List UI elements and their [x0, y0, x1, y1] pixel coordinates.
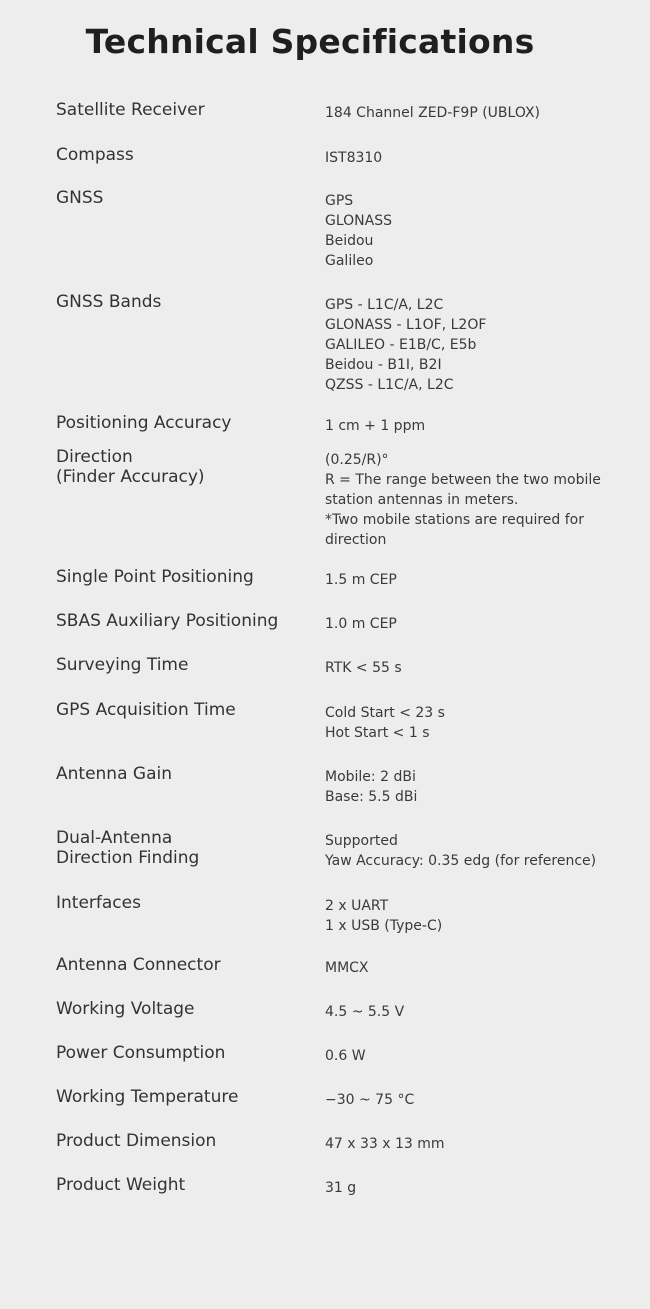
spec-label: Compass	[56, 145, 134, 165]
spec-value-line: IST8310	[325, 150, 383, 166]
spec-value-line: GPS	[325, 193, 354, 209]
spec-value-line: R = The range between the two mobile station antennas in meters.	[325, 472, 601, 508]
spec-value	[325, 295, 635, 395]
spec-label: SBAS Auxiliary Positioning	[56, 611, 279, 631]
spec-value-line: Hot Start < 1 s	[325, 725, 430, 741]
spec-value	[325, 191, 635, 271]
spec-value-line: (0.25/R)°	[325, 452, 389, 468]
spec-value-line: 184 Channel ZED-F9P (UBLOX)	[325, 105, 541, 121]
spec-value-line: 47 x 33 x 13 mm	[325, 1136, 445, 1152]
spec-value-line: Yaw Accuracy: 0.35 edg (for reference)	[325, 853, 597, 869]
spec-label: Product Dimension	[56, 1131, 217, 1151]
spec-label: GNSS Bands	[56, 292, 162, 312]
spec-label: Dual-Antenna Direction Finding	[56, 828, 200, 868]
spec-value	[325, 1134, 635, 1154]
spec-value-line: 0.6 W	[325, 1048, 366, 1064]
spec-value-line: QZSS - L1C/A, L2C	[325, 377, 454, 393]
spec-value	[325, 450, 610, 550]
page-title: Technical Specifications	[85, 22, 535, 61]
spec-value-line: 1 x USB (Type-C)	[325, 918, 443, 934]
spec-value	[325, 831, 635, 871]
spec-value	[325, 570, 635, 590]
spec-label: Satellite Receiver	[56, 100, 205, 120]
spec-value	[325, 1090, 635, 1110]
spec-value-line: −30 ~ 75 °C	[325, 1092, 415, 1108]
spec-label: GNSS	[56, 188, 104, 208]
spec-value-line: GLONASS	[325, 213, 392, 229]
spec-value	[325, 658, 635, 678]
spec-value	[325, 103, 635, 123]
spec-value-line: MMCX	[325, 960, 369, 976]
spec-value-line: 31 g	[325, 1180, 357, 1196]
spec-label: Surveying Time	[56, 655, 189, 675]
spec-value-line: Base: 5.5 dBi	[325, 789, 418, 805]
spec-label: Working Temperature	[56, 1087, 239, 1107]
spec-label: Antenna Connector	[56, 955, 221, 975]
spec-value-line: RTK < 55 s	[325, 660, 402, 676]
spec-label: Working Voltage	[56, 999, 195, 1019]
spec-label: Antenna Gain	[56, 764, 172, 784]
spec-label: Power Consumption	[56, 1043, 226, 1063]
spec-label: Single Point Positioning	[56, 567, 254, 587]
spec-value-line: Mobile: 2 dBi	[325, 769, 416, 785]
spec-value	[325, 703, 635, 743]
spec-value-line: GALILEO - E1B/C, E5b	[325, 337, 477, 353]
spec-value-line: Beidou	[325, 233, 374, 249]
spec-value-line: GLONASS - L1OF, L2OF	[325, 317, 487, 333]
spec-value-line: 4.5 ~ 5.5 V	[325, 1004, 405, 1020]
spec-value-line: 1.0 m CEP	[325, 616, 397, 632]
spec-value	[325, 1046, 635, 1066]
spec-value	[325, 416, 635, 436]
spec-label: Positioning Accuracy	[56, 413, 232, 433]
spec-label: Interfaces	[56, 893, 141, 913]
spec-value-line: Galileo	[325, 253, 374, 269]
spec-value-line: 1 cm + 1 ppm	[325, 418, 426, 434]
spec-value-line: 1.5 m CEP	[325, 572, 397, 588]
spec-value-line: *Two mobile stations are required for direction	[325, 512, 585, 548]
spec-value-line: GPS - L1C/A, L2C	[325, 297, 444, 313]
spec-value	[325, 958, 635, 978]
spec-label: GPS Acquisition Time	[56, 700, 236, 720]
spec-label: Direction (Finder Accuracy)	[56, 447, 205, 487]
spec-value-line: Cold Start < 23 s	[325, 705, 445, 721]
spec-label: Product Weight	[56, 1175, 186, 1195]
spec-value	[325, 767, 635, 807]
spec-value	[325, 1178, 635, 1198]
spec-value	[325, 148, 635, 168]
spec-value-line: Supported	[325, 833, 398, 849]
spec-value	[325, 614, 635, 634]
spec-value	[325, 896, 635, 936]
spec-value-line: Beidou - B1I, B2I	[325, 357, 442, 373]
spec-value-line: 2 x UART	[325, 898, 389, 914]
spec-value	[325, 1002, 635, 1022]
